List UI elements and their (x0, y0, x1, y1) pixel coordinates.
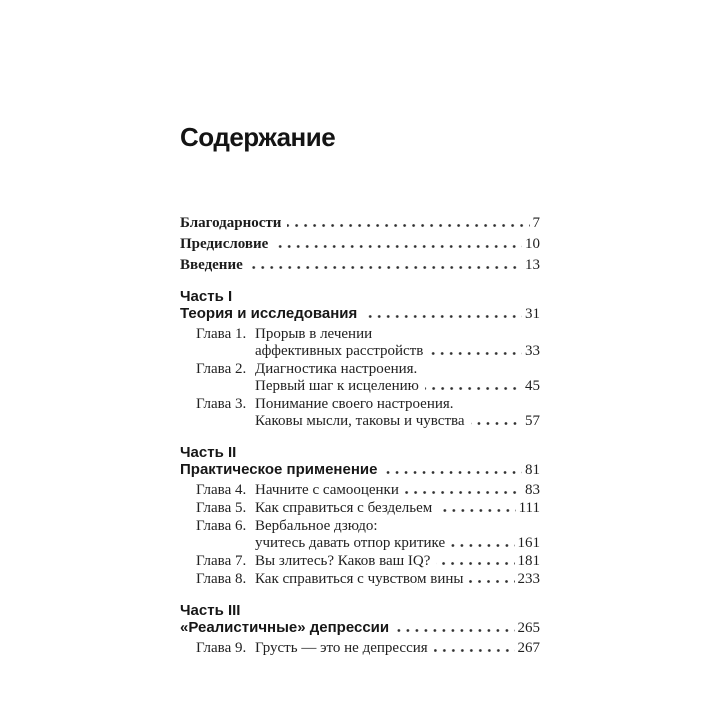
page-number: 10 (525, 236, 540, 252)
chapter-entry (180, 326, 540, 360)
chapter-title-line: Каковы мысли, таковы и чувства (255, 413, 465, 429)
dot-leader (436, 562, 514, 565)
front-matter-label: Введение (180, 257, 243, 273)
chapter-body (255, 518, 540, 552)
chapter-last-line (255, 571, 540, 588)
chapter-last-line (255, 343, 540, 360)
dot-leader (383, 471, 522, 474)
chapter-label: Глава 2. (196, 361, 247, 377)
page-number: 111 (518, 500, 540, 516)
chapter-label: Глава 1. (196, 326, 247, 342)
page-number: 181 (517, 553, 540, 569)
chapter-list (180, 640, 540, 657)
chapter-title-line: Грусть — это не депрессия (255, 640, 428, 656)
chapter-last-line (255, 553, 540, 570)
part-title: Практическое применение (180, 461, 378, 478)
chapter-title-line: Начните с самооценки (255, 482, 399, 498)
chapter-body (255, 396, 540, 430)
chapter-entry (180, 518, 540, 552)
chapter-entry (180, 640, 540, 657)
page-number: 233 (517, 571, 540, 587)
chapter-label: Глава 6. (196, 518, 247, 534)
chapter-entry (180, 553, 540, 570)
part-title: Теория и исследования (180, 305, 358, 322)
front-matter-label: Благодарности (180, 215, 282, 231)
chapter-last-line (255, 482, 540, 499)
chapter-list (180, 326, 540, 430)
chapter-last-line (255, 535, 540, 552)
page-number: 33 (525, 343, 540, 359)
chapter-title-line: Как справиться с чувством вины (255, 571, 464, 587)
part-label: Часть II (180, 444, 237, 461)
front-matter-label: Предисловие (180, 236, 269, 252)
chapter-body (255, 482, 540, 499)
chapter-title-line: Вербальное дзюдо: (255, 518, 378, 534)
chapter-body (255, 571, 540, 588)
chapter-label: Глава 3. (196, 396, 247, 412)
part-title: «Реалистичные» депрессии (180, 619, 390, 636)
chapter-title-line: Диагностика настроения. (255, 361, 418, 377)
dot-leader (471, 422, 522, 425)
dot-leader (425, 387, 522, 390)
page-number: 7 (532, 215, 540, 231)
front-matter-row (180, 257, 540, 274)
chapter-body (255, 326, 540, 360)
chapter-label: Глава 4. (196, 482, 247, 498)
chapter-entry (180, 482, 540, 499)
chapter-label: Глава 7. (196, 553, 247, 569)
toc-part (180, 444, 540, 588)
chapter-body (255, 640, 540, 657)
chapter-title-line: Прорыв в лечении (255, 326, 373, 342)
chapter-entry (180, 396, 540, 430)
front-matter-row (180, 236, 540, 253)
chapter-entry (180, 571, 540, 588)
dot-leader (469, 580, 514, 583)
part-title-row (180, 305, 540, 323)
part-title-row (180, 461, 540, 479)
page-number: 13 (525, 257, 540, 273)
dot-leader (405, 491, 522, 494)
chapter-body (255, 361, 540, 395)
page-number: 161 (517, 535, 540, 551)
chapter-label: Глава 8. (196, 571, 247, 587)
part-label: Часть III (180, 602, 241, 619)
chapter-title-line: Как справиться с бездельем (255, 500, 433, 516)
dot-leader (249, 266, 522, 269)
page-number: 31 (525, 306, 540, 322)
chapter-last-line (255, 413, 540, 430)
page-number: 45 (525, 378, 540, 394)
dot-leader (287, 224, 529, 227)
toc-content (180, 124, 540, 658)
page-number: 267 (517, 640, 540, 656)
front-matter-row (180, 215, 540, 232)
dot-leader (451, 544, 514, 547)
chapter-title-line: Понимание своего настроения. (255, 396, 454, 412)
chapter-label: Глава 9. (196, 640, 247, 656)
dot-leader (363, 315, 522, 318)
toc-part (180, 288, 540, 430)
front-matter-list (180, 215, 540, 274)
toc-part (180, 602, 540, 657)
page-number: 265 (517, 620, 540, 636)
page-title: Содержание (180, 122, 336, 152)
chapter-label: Глава 5. (196, 500, 247, 516)
page-number: 57 (525, 413, 540, 429)
chapter-title-line: учитесь давать отпор критике (255, 535, 446, 551)
chapter-list (180, 482, 540, 588)
dot-leader (434, 649, 515, 652)
chapter-body (255, 553, 540, 570)
chapter-entry (180, 361, 540, 395)
chapter-last-line (255, 640, 540, 657)
chapter-body (255, 500, 540, 517)
page-number: 81 (525, 462, 540, 478)
chapter-title-line: Вы злитесь? Каков ваш IQ? (255, 553, 431, 569)
part-title-row (180, 619, 540, 637)
dot-leader (438, 509, 515, 512)
chapter-title-line: аффективных расстройств (255, 343, 424, 359)
parts-list (180, 288, 540, 657)
part-label: Часть I (180, 288, 233, 305)
chapter-entry (180, 500, 540, 517)
chapter-title-line: Первый шаг к исцелению (255, 378, 419, 394)
dot-leader (274, 245, 522, 248)
dot-leader (429, 352, 522, 355)
chapter-last-line (255, 500, 540, 517)
dot-leader (395, 629, 514, 632)
chapter-last-line (255, 378, 540, 395)
page-number: 83 (525, 482, 540, 498)
